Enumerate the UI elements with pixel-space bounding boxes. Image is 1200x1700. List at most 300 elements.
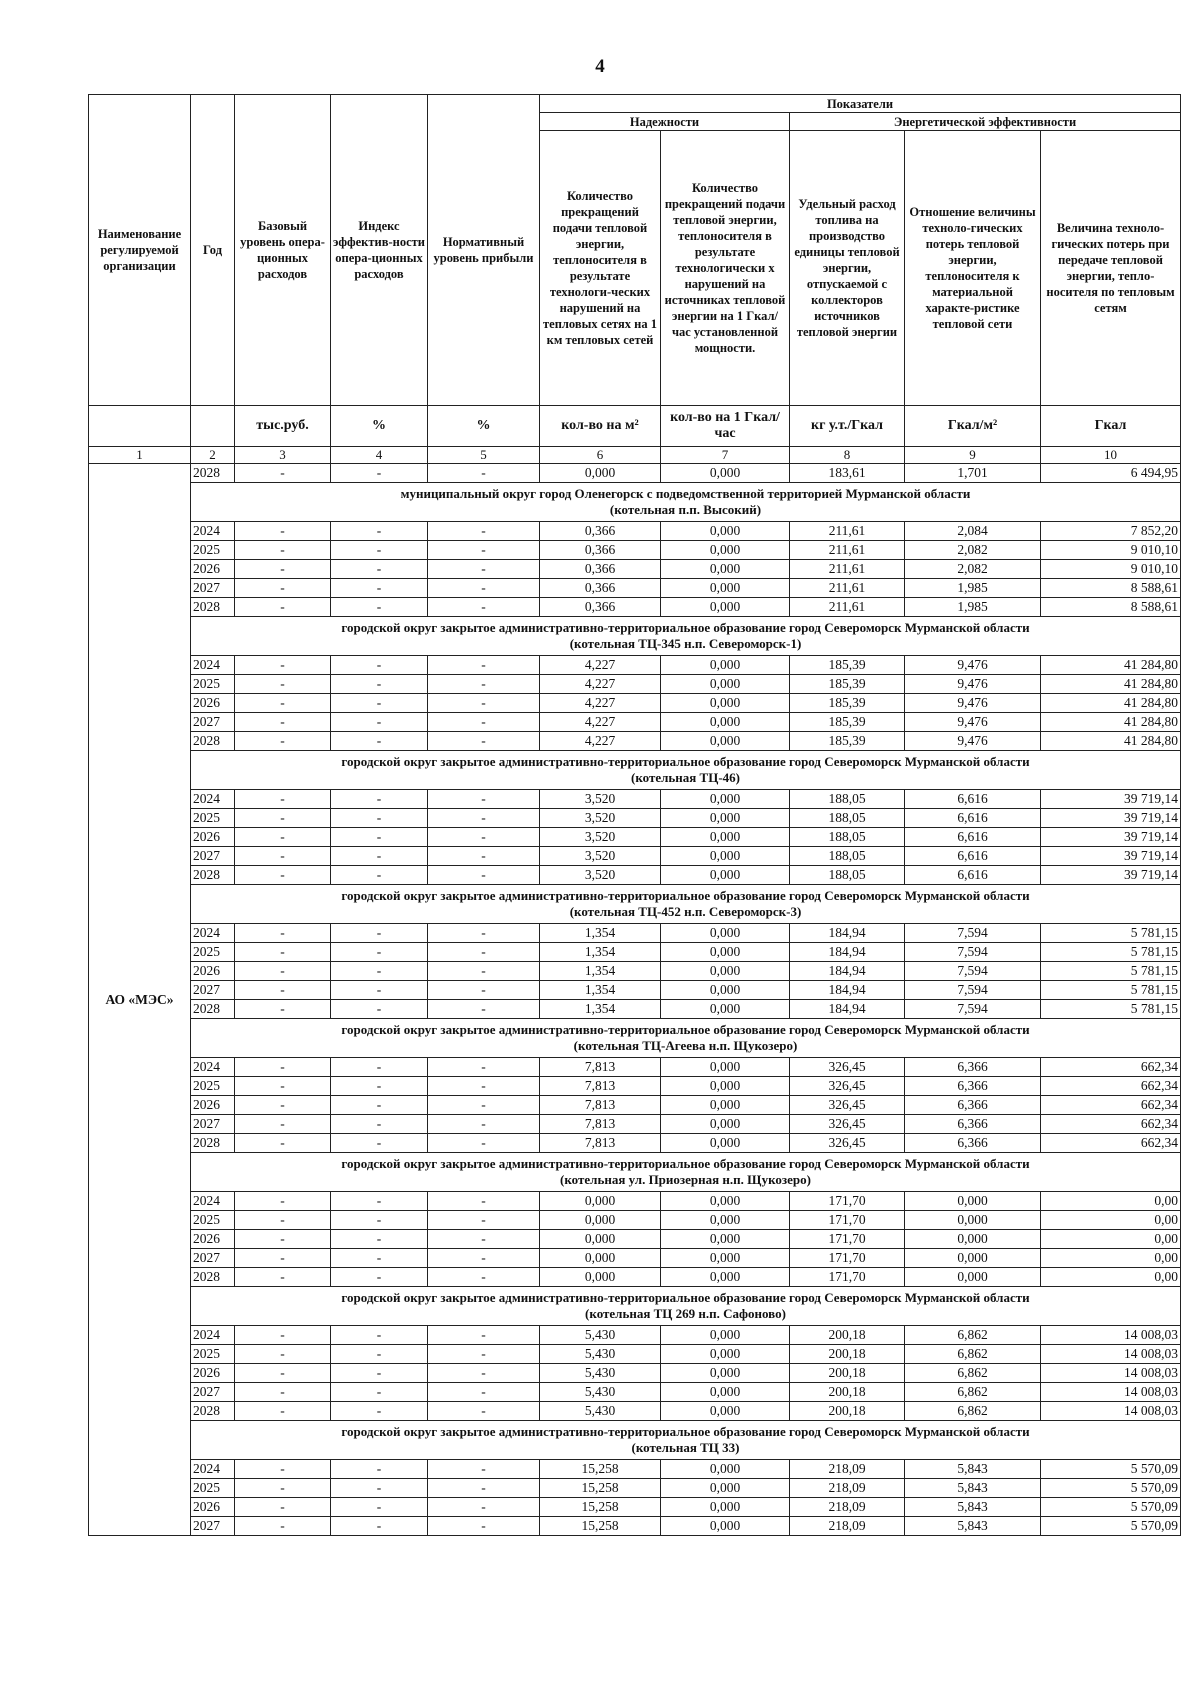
- cell-c10: 5 781,15: [1041, 924, 1181, 943]
- section-subtitle: (котельная ТЦ-452 н.п. Североморск-3): [569, 904, 802, 919]
- cell-c4: -: [331, 1058, 428, 1077]
- table-row: [89, 1211, 1181, 1230]
- year: 2025: [191, 675, 235, 694]
- table-row: [89, 1077, 1181, 1096]
- cell-c3: -: [235, 962, 331, 981]
- header-energy-efficiency: Энергетической эффективности: [790, 113, 1181, 131]
- header-year: Год: [191, 95, 235, 406]
- year: 2024: [191, 924, 235, 943]
- cell-c3: -: [235, 1249, 331, 1268]
- year: 2027: [191, 579, 235, 598]
- cell-c8: 185,39: [790, 656, 905, 675]
- year: 2028: [191, 1402, 235, 1421]
- header-efficiency-index: Индекс эффектив-ности опера-ционных расходов: [331, 95, 428, 406]
- cell-c9: 5,843: [905, 1460, 1041, 1479]
- cell-c5: -: [428, 1498, 540, 1517]
- cell-c3: -: [235, 1364, 331, 1383]
- cell-c8: 184,94: [790, 962, 905, 981]
- cell-c8: 211,61: [790, 598, 905, 617]
- year: 2028: [191, 598, 235, 617]
- cell-c7: 0,000: [661, 560, 790, 579]
- cell-c3: -: [235, 713, 331, 732]
- cell-c5: -: [428, 981, 540, 1000]
- cell-c8: 171,70: [790, 1192, 905, 1211]
- section-header: [191, 1287, 1181, 1326]
- table-row: [89, 847, 1181, 866]
- cell-c8: 171,70: [790, 1249, 905, 1268]
- section-subtitle: (котельная п.п. Высокий): [609, 502, 762, 517]
- cell-c5: -: [428, 1211, 540, 1230]
- table-row: [89, 924, 1181, 943]
- cell-c5: -: [428, 732, 540, 751]
- cell-c9: 6,366: [905, 1134, 1041, 1153]
- cell-c3: -: [235, 1000, 331, 1019]
- cell-c7: 0,000: [661, 1230, 790, 1249]
- table-row: [89, 541, 1181, 560]
- cell-c8: 218,09: [790, 1517, 905, 1536]
- year: 2026: [191, 1096, 235, 1115]
- cell-c3: -: [235, 560, 331, 579]
- cell-c9: 6,862: [905, 1326, 1041, 1345]
- cell-c10: 5 781,15: [1041, 962, 1181, 981]
- cell-c9: 9,476: [905, 713, 1041, 732]
- table-row: [89, 522, 1181, 541]
- cell-c6: 3,520: [540, 828, 661, 847]
- cell-c3: -: [235, 1345, 331, 1364]
- cell-c10: 5 781,15: [1041, 981, 1181, 1000]
- cell-c8: 184,94: [790, 981, 905, 1000]
- cell-c10: 662,34: [1041, 1134, 1181, 1153]
- table-row: [89, 656, 1181, 675]
- column-number-9: 9: [905, 447, 1041, 464]
- cell-c9: 7,594: [905, 981, 1041, 1000]
- cell-c4: -: [331, 943, 428, 962]
- cell-c5: -: [428, 1192, 540, 1211]
- cell-c8: 171,70: [790, 1268, 905, 1287]
- year: 2027: [191, 1517, 235, 1536]
- cell-c10: 9 010,10: [1041, 560, 1181, 579]
- cell-c7: 0,000: [661, 541, 790, 560]
- cell-c8: 211,61: [790, 560, 905, 579]
- table-row: [89, 560, 1181, 579]
- cell-c10: 0,00: [1041, 1192, 1181, 1211]
- cell-c7: 0,000: [661, 790, 790, 809]
- year: 2024: [191, 1058, 235, 1077]
- cell-c6: 0,000: [540, 1230, 661, 1249]
- table-row: [89, 1402, 1181, 1421]
- cell-c3: -: [235, 1460, 331, 1479]
- table-row: [89, 1192, 1181, 1211]
- cell-c4: -: [331, 1096, 428, 1115]
- cell-c4: -: [331, 1211, 428, 1230]
- cell-c8: 185,39: [790, 732, 905, 751]
- unit-c5: %: [428, 406, 540, 447]
- section-subtitle: (котельная ТЦ 33): [631, 1440, 740, 1455]
- table-row: [89, 962, 1181, 981]
- cell-c8: 171,70: [790, 1230, 905, 1249]
- cell-c3: -: [235, 464, 331, 483]
- table-row: [89, 1326, 1181, 1345]
- cell-c9: 6,366: [905, 1115, 1041, 1134]
- cell-c10: 14 008,03: [1041, 1326, 1181, 1345]
- table-row: [89, 579, 1181, 598]
- cell-c5: -: [428, 943, 540, 962]
- cell-c8: 188,05: [790, 847, 905, 866]
- cell-c7: 0,000: [661, 1077, 790, 1096]
- section-header: [191, 483, 1181, 522]
- cell-c5: -: [428, 1096, 540, 1115]
- cell-c3: -: [235, 924, 331, 943]
- section-header: [191, 751, 1181, 790]
- cell-c3: -: [235, 809, 331, 828]
- column-number-10: 10: [1041, 447, 1181, 464]
- cell-c7: 0,000: [661, 522, 790, 541]
- section-header: [191, 1019, 1181, 1058]
- cell-c9: 6,862: [905, 1402, 1041, 1421]
- cell-c4: -: [331, 1192, 428, 1211]
- cell-c3: -: [235, 1402, 331, 1421]
- cell-c4: -: [331, 924, 428, 943]
- cell-c10: 0,00: [1041, 1249, 1181, 1268]
- cell-c5: -: [428, 675, 540, 694]
- section-header: [191, 885, 1181, 924]
- cell-c9: 6,366: [905, 1077, 1041, 1096]
- section-subtitle: (котельная ТЦ-345 н.п. Североморск-1): [569, 636, 802, 651]
- table-row: [89, 1517, 1181, 1536]
- cell-c5: -: [428, 1077, 540, 1096]
- cell-c7: 0,000: [661, 656, 790, 675]
- year: 2026: [191, 1364, 235, 1383]
- year: 2024: [191, 656, 235, 675]
- cell-c3: -: [235, 656, 331, 675]
- cell-c7: 0,000: [661, 1479, 790, 1498]
- year: 2027: [191, 1383, 235, 1402]
- cell-c3: -: [235, 522, 331, 541]
- cell-c4: -: [331, 1268, 428, 1287]
- cell-c8: 211,61: [790, 541, 905, 560]
- cell-c5: -: [428, 560, 540, 579]
- cell-c5: -: [428, 541, 540, 560]
- cell-c6: 5,430: [540, 1402, 661, 1421]
- header-col9: Отношение величины техноло-гических потерь тепловой энергии, теплоносителя к материальной характе-ристике тепловой сети: [905, 131, 1041, 406]
- cell-c8: 326,45: [790, 1134, 905, 1153]
- cell-c4: -: [331, 866, 428, 885]
- cell-c9: 9,476: [905, 732, 1041, 751]
- cell-c5: -: [428, 790, 540, 809]
- cell-c6: 1,354: [540, 981, 661, 1000]
- year: 2028: [191, 1134, 235, 1153]
- cell-c6: 0,366: [540, 598, 661, 617]
- section-title: городской округ закрытое административно-территориальное образование город Североморск Мурманской области: [341, 1290, 1030, 1305]
- table-row: [89, 790, 1181, 809]
- header-col7: Количество прекращений подачи тепловой энергии, теплоносителя в результате технологически х нарушений на источниках тепловой энергии на 1 Гкал/час установленной мощности.: [661, 131, 790, 406]
- cell-c5: -: [428, 1364, 540, 1383]
- cell-c7: 0,000: [661, 732, 790, 751]
- column-number-1: 1: [89, 447, 191, 464]
- cell-c7: 0,000: [661, 1000, 790, 1019]
- page-number: 4: [595, 56, 605, 77]
- cell-c9: 6,616: [905, 847, 1041, 866]
- cell-c6: 3,520: [540, 866, 661, 885]
- table-row: [89, 1383, 1181, 1402]
- organization-name: АО «МЭС»: [89, 464, 191, 1536]
- cell-c6: 3,520: [540, 847, 661, 866]
- section-title: городской округ закрытое административно-территориальное образование город Североморск Мурманской области: [341, 888, 1030, 903]
- cell-c10: 41 284,80: [1041, 713, 1181, 732]
- table-row: [89, 1364, 1181, 1383]
- cell-c3: -: [235, 694, 331, 713]
- cell-c10: 5 570,09: [1041, 1498, 1181, 1517]
- column-number-8: 8: [790, 447, 905, 464]
- cell-c4: -: [331, 560, 428, 579]
- cell-c3: -: [235, 579, 331, 598]
- cell-c9: 0,000: [905, 1230, 1041, 1249]
- section-header-row: [89, 617, 1181, 656]
- cell-c10: 41 284,80: [1041, 694, 1181, 713]
- cell-c9: 1,985: [905, 598, 1041, 617]
- table-row: [89, 1268, 1181, 1287]
- section-header-row: [89, 751, 1181, 790]
- cell-c6: 0,000: [540, 1211, 661, 1230]
- year: 2026: [191, 694, 235, 713]
- cell-c4: -: [331, 1000, 428, 1019]
- table-row: [89, 1230, 1181, 1249]
- cell-c10: 14 008,03: [1041, 1364, 1181, 1383]
- cell-c6: 1,354: [540, 962, 661, 981]
- cell-c8: 185,39: [790, 675, 905, 694]
- cell-c8: 211,61: [790, 522, 905, 541]
- cell-c8: 188,05: [790, 809, 905, 828]
- section-header-row: [89, 483, 1181, 522]
- cell-c4: -: [331, 579, 428, 598]
- header-indicators: Показатели: [540, 95, 1181, 113]
- cell-c9: 0,000: [905, 1268, 1041, 1287]
- column-number-3: 3: [235, 447, 331, 464]
- section-subtitle: (котельная ТЦ-Агеева н.п. Щукозеро): [573, 1038, 798, 1053]
- year: 2026: [191, 1230, 235, 1249]
- indicators-table: [88, 94, 1181, 1536]
- year: 2028: [191, 732, 235, 751]
- section-title: городской округ закрытое административно-территориальное образование город Североморск Мурманской области: [341, 1424, 1030, 1439]
- cell-c9: 5,843: [905, 1517, 1041, 1536]
- cell-c6: 4,227: [540, 656, 661, 675]
- cell-c3: -: [235, 1230, 331, 1249]
- section-title: городской округ закрытое административно-территориальное образование город Североморск Мурманской области: [341, 1156, 1030, 1171]
- cell-c10: 8 588,61: [1041, 598, 1181, 617]
- cell-c10: 662,34: [1041, 1096, 1181, 1115]
- table-row: [89, 981, 1181, 1000]
- cell-c10: 662,34: [1041, 1115, 1181, 1134]
- table-row: [89, 1115, 1181, 1134]
- column-number-2: 2: [191, 447, 235, 464]
- cell-c10: 14 008,03: [1041, 1383, 1181, 1402]
- cell-c3: -: [235, 1077, 331, 1096]
- cell-c4: -: [331, 1402, 428, 1421]
- year: 2028: [191, 464, 235, 483]
- cell-c9: 6,616: [905, 866, 1041, 885]
- cell-c7: 0,000: [661, 713, 790, 732]
- cell-c9: 7,594: [905, 1000, 1041, 1019]
- cell-c5: -: [428, 1460, 540, 1479]
- cell-c7: 0,000: [661, 1498, 790, 1517]
- table-row: [89, 809, 1181, 828]
- cell-c4: -: [331, 732, 428, 751]
- table-row: [89, 732, 1181, 751]
- cell-c6: 7,813: [540, 1096, 661, 1115]
- cell-c6: 15,258: [540, 1517, 661, 1536]
- cell-c10: 41 284,80: [1041, 656, 1181, 675]
- year: 2025: [191, 1211, 235, 1230]
- cell-c3: -: [235, 1115, 331, 1134]
- year: 2025: [191, 809, 235, 828]
- cell-c7: 0,000: [661, 1345, 790, 1364]
- cell-c6: 3,520: [540, 790, 661, 809]
- cell-c3: -: [235, 847, 331, 866]
- year: 2027: [191, 981, 235, 1000]
- cell-c10: 14 008,03: [1041, 1345, 1181, 1364]
- year: 2026: [191, 560, 235, 579]
- year: 2025: [191, 1479, 235, 1498]
- cell-c10: 8 588,61: [1041, 579, 1181, 598]
- cell-c5: -: [428, 1268, 540, 1287]
- cell-c5: -: [428, 924, 540, 943]
- cell-c9: 6,366: [905, 1058, 1041, 1077]
- section-header-row: [89, 1153, 1181, 1192]
- unit-c6: кол-во на м²: [540, 406, 661, 447]
- header-reliability: Надежности: [540, 113, 790, 131]
- section-header: [191, 1421, 1181, 1460]
- table-row: [89, 464, 1181, 483]
- cell-c7: 0,000: [661, 1249, 790, 1268]
- cell-c8: 171,70: [790, 1211, 905, 1230]
- section-title: городской округ закрытое административно-территориальное образование город Североморск Мурманской области: [341, 754, 1030, 769]
- cell-c9: 9,476: [905, 694, 1041, 713]
- cell-c5: -: [428, 1326, 540, 1345]
- cell-c8: 200,18: [790, 1326, 905, 1345]
- cell-c7: 0,000: [661, 1134, 790, 1153]
- cell-c4: -: [331, 1249, 428, 1268]
- cell-c8: 185,39: [790, 713, 905, 732]
- year: 2024: [191, 522, 235, 541]
- cell-c8: 188,05: [790, 790, 905, 809]
- cell-c6: 3,520: [540, 809, 661, 828]
- cell-c10: 7 852,20: [1041, 522, 1181, 541]
- cell-c6: 5,430: [540, 1383, 661, 1402]
- cell-c5: -: [428, 1249, 540, 1268]
- cell-c3: -: [235, 790, 331, 809]
- cell-c4: -: [331, 790, 428, 809]
- year: 2025: [191, 943, 235, 962]
- cell-c6: 0,366: [540, 560, 661, 579]
- cell-c3: -: [235, 541, 331, 560]
- cell-c4: -: [331, 1460, 428, 1479]
- header-normative-profit: Нормативный уровень прибыли: [428, 95, 540, 406]
- cell-c8: 326,45: [790, 1058, 905, 1077]
- cell-c7: 0,000: [661, 943, 790, 962]
- table-row: [89, 1498, 1181, 1517]
- cell-c7: 0,000: [661, 1383, 790, 1402]
- cell-c3: -: [235, 981, 331, 1000]
- cell-c3: -: [235, 1134, 331, 1153]
- cell-c7: 0,000: [661, 675, 790, 694]
- cell-c10: 0,00: [1041, 1268, 1181, 1287]
- cell-c9: 5,843: [905, 1498, 1041, 1517]
- cell-c4: -: [331, 847, 428, 866]
- cell-c9: 1,701: [905, 464, 1041, 483]
- year: 2027: [191, 847, 235, 866]
- cell-c9: 9,476: [905, 656, 1041, 675]
- cell-c3: -: [235, 1192, 331, 1211]
- cell-c6: 7,813: [540, 1058, 661, 1077]
- cell-c8: 218,09: [790, 1479, 905, 1498]
- cell-c5: -: [428, 656, 540, 675]
- cell-c9: 5,843: [905, 1479, 1041, 1498]
- header-col6: Количество прекращений подачи тепловой энергии, теплоносителя в результате технологи-ческих нарушений на тепловых сетях на 1 км тепловых сетей: [540, 131, 661, 406]
- cell-c6: 4,227: [540, 732, 661, 751]
- cell-c9: 2,084: [905, 522, 1041, 541]
- cell-c9: 0,000: [905, 1192, 1041, 1211]
- cell-c9: 7,594: [905, 962, 1041, 981]
- cell-c9: 0,000: [905, 1211, 1041, 1230]
- cell-c6: 0,366: [540, 522, 661, 541]
- cell-c8: 184,94: [790, 924, 905, 943]
- table-row: [89, 1249, 1181, 1268]
- unit-empty-1: [89, 406, 191, 447]
- cell-c4: -: [331, 1383, 428, 1402]
- cell-c4: -: [331, 981, 428, 1000]
- cell-c8: 200,18: [790, 1402, 905, 1421]
- cell-c9: 6,616: [905, 790, 1041, 809]
- cell-c3: -: [235, 1326, 331, 1345]
- cell-c10: 0,00: [1041, 1230, 1181, 1249]
- cell-c9: 6,862: [905, 1383, 1041, 1402]
- cell-c3: -: [235, 1211, 331, 1230]
- section-subtitle: (котельная ТЦ 269 н.п. Сафоново): [585, 1306, 786, 1321]
- cell-c8: 326,45: [790, 1115, 905, 1134]
- section-header-row: [89, 1019, 1181, 1058]
- cell-c7: 0,000: [661, 828, 790, 847]
- cell-c8: 200,18: [790, 1345, 905, 1364]
- table-row: [89, 1479, 1181, 1498]
- cell-c10: 662,34: [1041, 1077, 1181, 1096]
- cell-c9: 6,366: [905, 1096, 1041, 1115]
- cell-c6: 4,227: [540, 675, 661, 694]
- cell-c5: -: [428, 847, 540, 866]
- cell-c7: 0,000: [661, 464, 790, 483]
- cell-c5: -: [428, 1115, 540, 1134]
- cell-c3: -: [235, 1498, 331, 1517]
- cell-c3: -: [235, 732, 331, 751]
- cell-c9: 0,000: [905, 1249, 1041, 1268]
- table-row: [89, 828, 1181, 847]
- cell-c4: -: [331, 675, 428, 694]
- cell-c7: 0,000: [661, 1211, 790, 1230]
- year: 2028: [191, 866, 235, 885]
- table-row: [89, 675, 1181, 694]
- cell-c7: 0,000: [661, 1268, 790, 1287]
- cell-c5: -: [428, 1345, 540, 1364]
- year: 2025: [191, 1345, 235, 1364]
- cell-c9: 6,616: [905, 809, 1041, 828]
- year: 2028: [191, 1000, 235, 1019]
- cell-c6: 15,258: [540, 1498, 661, 1517]
- section-title: муниципальный округ город Оленегорск с подведомственной территорией Мурманской области: [400, 486, 971, 501]
- cell-c6: 15,258: [540, 1479, 661, 1498]
- header-org-name: Наименование регулируемой организации: [89, 95, 191, 406]
- cell-c10: 39 719,14: [1041, 847, 1181, 866]
- cell-c4: -: [331, 464, 428, 483]
- cell-c6: 0,000: [540, 464, 661, 483]
